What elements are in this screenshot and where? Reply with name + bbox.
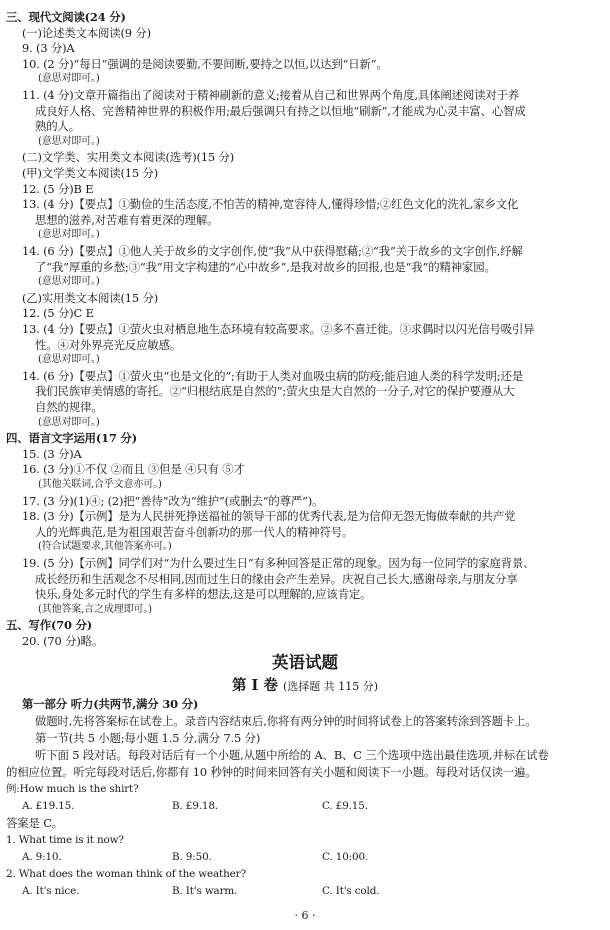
note-q11: (意思对即可。) — [38, 135, 100, 147]
section4-heading: 四、语言文字运用(17 分) — [6, 431, 138, 446]
answer-q11-line2: 成良好人格、完善精神世界的积极作用;最后强调只有持之以恒地“刷新”,才能成为心灵丰富、心智成 — [35, 103, 526, 118]
answer-q18-line1: 18. (3 分)【示例】是为人民拼死挣送福祉的领导干部的优秀代表,是为信仰无怨无悔做奉献的共产党 — [22, 509, 516, 524]
subsection-literary: (甲)文学类文本阅读(15 分) — [22, 166, 159, 180]
note-q18: (符合试题要求,其他答案亦可。) — [38, 541, 172, 553]
volume-subtitle: (选择题 共 115 分) — [282, 680, 379, 693]
section1-heading: 第一节(共 5 小题;每小题 1.5 分,满分 7.5 分) — [35, 731, 261, 745]
answer-b-q12: 12. (5 分)C E — [22, 306, 94, 321]
answer-b-q14-line1: 14. (6 分)【要点】①萤火虫“也是文化的”;有助于人类对血吸虫病的防疫;能启迪人类的科学发明;还是 — [22, 368, 524, 383]
subsection-literary-practical: (二)文学类、实用类文本阅读(选考)(15 分) — [22, 150, 235, 165]
subsection-practical: (乙)实用类文本阅读(15 分) — [22, 290, 159, 305]
answer-a-q13-line1: 13. (4 分)【要点】①勤俭的生活态度,不怕苦的精神,宽容待人,懂得珍惜;②红色文化的洗礼,家乡文化 — [22, 197, 519, 212]
answer-q11-line1: 11. (4 分)文章开篇指出了阅读对于精神刷新的意义;接着从自己和世界两个角度,具体阐述阅读对于养 — [22, 88, 520, 102]
note-q19: (其他答案,言之成理即可。) — [38, 603, 152, 615]
answer-b-q14-line2: 我们民族审美情感的寄托。②“归根结底是自然的”;萤火虫是大自然的一分子,对它的保护要遵从大 — [35, 384, 515, 399]
note-b-q14: (意思对即可。) — [38, 416, 100, 428]
answer-q16: 16. (3 分)①不仅 ②而且 ③但是 ④只有 ⑤才 — [22, 462, 245, 477]
example-answer: 答案是 C。 — [6, 816, 63, 830]
part1-heading: 第一部分 听力(共两节,满分 30 分) — [22, 697, 199, 711]
answer-q19-line2: 成长经历和生活观念不尽相同,因而过生日的缘由会产生差异。庆祝自己长大,感谢母亲,与朋友分享 — [35, 571, 518, 586]
answer-a-q13-line2: 思想的滋养,对苦难有着更深的理解。 — [35, 212, 219, 227]
answer-a-q12: 12. (5 分)B E — [22, 181, 94, 196]
q1-option-c: C. 10:00. — [322, 851, 369, 863]
q2-option-b: B. It's warm. — [172, 885, 238, 897]
note-a-q14: (意思对即可。) — [38, 276, 100, 288]
note-a-q13: (意思对即可。) — [38, 229, 100, 241]
answer-q19-line1: 19. (5 分)【示例】同学们对“为什么要过生日”有多种回答是正常的现象。因为每一位同学的家庭背景、 — [22, 556, 535, 570]
note-q10: (意思对即可。) — [38, 73, 100, 85]
listening-intro: 做题时,先将答案标在试卷上。录音内容结束后,你将有两分钟的时间将试卷上的答案转涂到答题卡上。 — [35, 714, 537, 728]
note-q16: (其他关联词,合乎文意亦可。) — [38, 479, 162, 490]
answer-q11-line3: 熟的人。 — [35, 119, 80, 134]
answer-q20: 20. (70 分)略。 — [22, 634, 104, 648]
example-option-b: B. £9.18. — [172, 800, 218, 812]
answer-q17: 17. (3 分)(1)④; (2)把“善待”改为“维护”(或删去“的尊严”)。 — [22, 493, 324, 508]
section5-heading: 五、写作(70 分) — [6, 618, 93, 633]
page-number: · 6 · — [294, 909, 316, 922]
answer-q10: 10. (2 分)“每日”强调的是阅读要勤,不要间断,要持之以恒,以达到“日新”。 — [22, 56, 388, 71]
q1-option-a: A. 9:10. — [22, 851, 62, 863]
answer-q19-line3: 快乐,身处多元时代的学生有多样的想法,这是可以理解的,应该肯定。 — [35, 587, 372, 602]
english-title: 英语试题 — [272, 653, 338, 672]
answer-q15: 15. (3 分)A — [22, 446, 82, 461]
answer-q18-line2: 人的光辉典范,是为祖国艰苦奋斗创新功的那一代人的精神符号。 — [35, 524, 354, 539]
example-option-a: A. £19.15. — [22, 800, 75, 812]
note-b-q13: (意思对即可。) — [38, 354, 100, 366]
answer-a-q14-line2: 了“我”厚重的乡愁;③“我”用文字构建的“心中故乡”,是我对故乡的回报,也是“我”的精神家园。 — [35, 259, 496, 274]
q2-option-a: A. It's nice. — [22, 885, 80, 897]
q2-option-c: C. It's cold. — [322, 885, 380, 897]
example-question: 例:How much is the shirt? — [6, 783, 139, 795]
question-1: 1. What time is it now? — [6, 834, 124, 846]
section1-instructions-line2: 的相应位置。听完每段对话后,你都有 10 秒钟的时间来回答有关小题和阅读下一小题。每段对话仅读一遍。 — [6, 765, 537, 779]
example-option-c: C. £9.15. — [322, 800, 368, 812]
subsection-argumentative: (一)论述类文本阅读(9 分) — [22, 25, 151, 40]
question-2: 2. What does the woman think of the weather? — [6, 868, 246, 880]
question-2-options — [22, 883, 606, 899]
volume-label: 第 Ⅰ 卷 — [231, 677, 278, 694]
section3-heading: 三、现代文阅读(24 分) — [6, 10, 126, 24]
answer-b-q13-line1: 13. (4 分)【要点】①萤火虫对栖息地生态环境有较高要求。②多不喜迁徙。③求偶时以闪光信号吸引异 — [22, 322, 535, 336]
answer-a-q14-line1: 14. (6 分)【要点】①他人关于故乡的文字创作,使“我”从中获得慰藉;②“我”关于故乡的文字创作,纾解 — [22, 244, 523, 258]
answer-b-q14-line3: 自然的规律。 — [35, 400, 103, 414]
question-1-options — [22, 849, 606, 865]
answer-b-q13-line2: 性。④对外界亮光反应敏感。 — [35, 337, 182, 352]
example-options — [22, 798, 606, 814]
answer-q9: 9. (3 分)A — [22, 41, 75, 56]
section1-instructions-line1: 听下面 5 段对话。每段对话后有一个小题,从题中所给的 A、B、C 三个选项中选出最佳选项,并标在试卷 — [35, 748, 549, 762]
q1-option-b: B. 9:50. — [172, 851, 212, 863]
